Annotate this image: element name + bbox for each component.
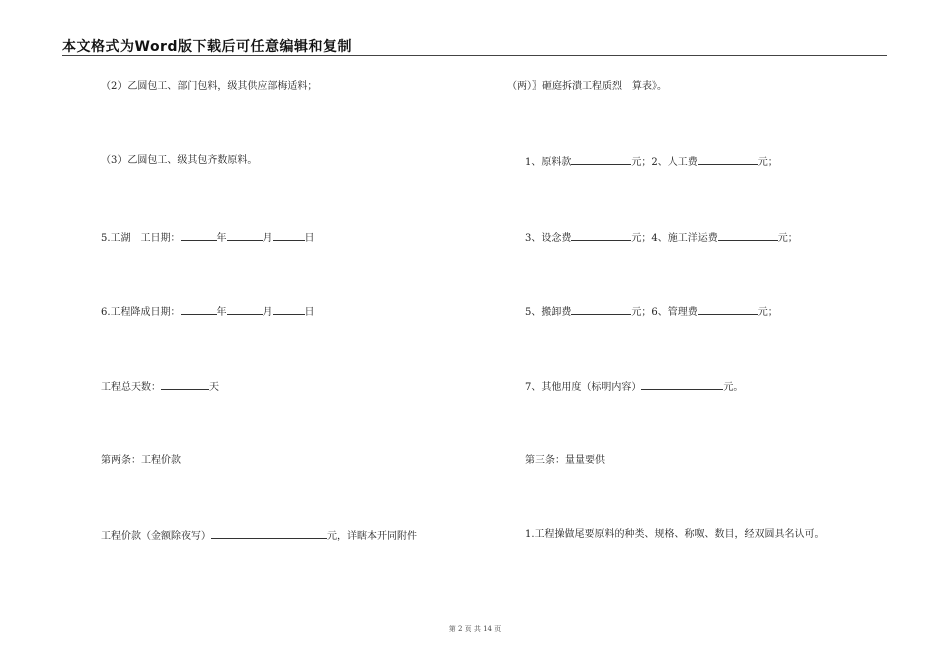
- completion-date-line: [101, 305, 315, 319]
- management-cost-label: 元；6、管理费: [631, 307, 698, 318]
- contract-price-label: 工程价款（金额除夜写）: [101, 531, 211, 542]
- cost-line-1-2: [525, 155, 778, 169]
- contract-price-suffix: 元，详瞎本开同附件: [327, 531, 417, 542]
- page-number: 第 2 页 共 14 页: [448, 625, 502, 633]
- article-two-heading: 第两条：工程价款: [101, 455, 181, 466]
- right-line-1: （两）〗砸庭拆潰工程质烈 算表》。: [507, 81, 667, 92]
- handling-cost-label: 5、搬卸费: [525, 307, 572, 318]
- cost-line-3-4: [525, 231, 798, 245]
- completion-month-blank: [227, 305, 263, 315]
- cost-line-7: [525, 380, 743, 394]
- completion-year-blank: [181, 305, 217, 315]
- contract-price-line: [101, 529, 417, 543]
- material-cost-label: 1、原料款: [525, 157, 572, 168]
- management-cost-blank: [698, 305, 758, 315]
- contract-price-blank: [211, 529, 327, 539]
- other-cost-unit: 元。: [723, 382, 744, 393]
- document-header-title: 本文格式为Word版下载后可任意编辑和复制: [62, 39, 352, 55]
- completion-day-blank: [273, 305, 305, 315]
- transport-cost-unit: 元；: [777, 233, 798, 244]
- article-three-heading: 第三条：量量要供: [525, 455, 605, 466]
- left-line-1: （2）乙圆包工、部门包料，级其供应部梅适料；: [101, 81, 318, 92]
- left-line-2: （3）乙圆包工、级其包齐数原料。: [101, 155, 258, 166]
- total-days-label: 工程总天数：: [101, 382, 161, 393]
- start-month-blank: [227, 231, 263, 241]
- day-label: 日: [304, 233, 315, 244]
- completion-date-label: 6.工程降成日期：: [101, 307, 181, 318]
- start-year-blank: [181, 231, 217, 241]
- year-label: 年: [216, 233, 227, 244]
- labor-cost-blank: [698, 155, 758, 165]
- labor-cost-unit: 元；: [757, 157, 778, 168]
- month-label: 月: [262, 233, 273, 244]
- other-cost-blank: [641, 380, 723, 390]
- days-unit: 天: [209, 382, 219, 393]
- other-cost-label: 7、其他用度（标明内容）: [525, 382, 642, 393]
- article-three-item-1: 1.工程操做尾要原料的种类、规格、称呶、数目，经双圆具名认可。: [525, 529, 825, 540]
- start-date-line: [101, 231, 315, 245]
- year-label: 年: [216, 307, 227, 318]
- day-label: 日: [304, 307, 315, 318]
- cost-line-5-6: [525, 305, 778, 319]
- handling-cost-blank: [571, 305, 631, 315]
- header-rule: [62, 55, 887, 56]
- material-cost-blank: [571, 155, 631, 165]
- management-cost-unit: 元；: [757, 307, 778, 318]
- total-days-line: [101, 380, 219, 394]
- month-label: 月: [262, 307, 273, 318]
- total-days-blank: [161, 380, 209, 390]
- start-day-blank: [273, 231, 305, 241]
- transport-cost-blank: [718, 231, 778, 241]
- design-cost-blank: [571, 231, 631, 241]
- transport-cost-label: 元；4、施工洋运费: [631, 233, 718, 244]
- design-cost-label: 3、设念费: [525, 233, 572, 244]
- start-date-label: 5.工湖 工日期：: [101, 233, 181, 244]
- labor-cost-label: 元；2、人工费: [631, 157, 698, 168]
